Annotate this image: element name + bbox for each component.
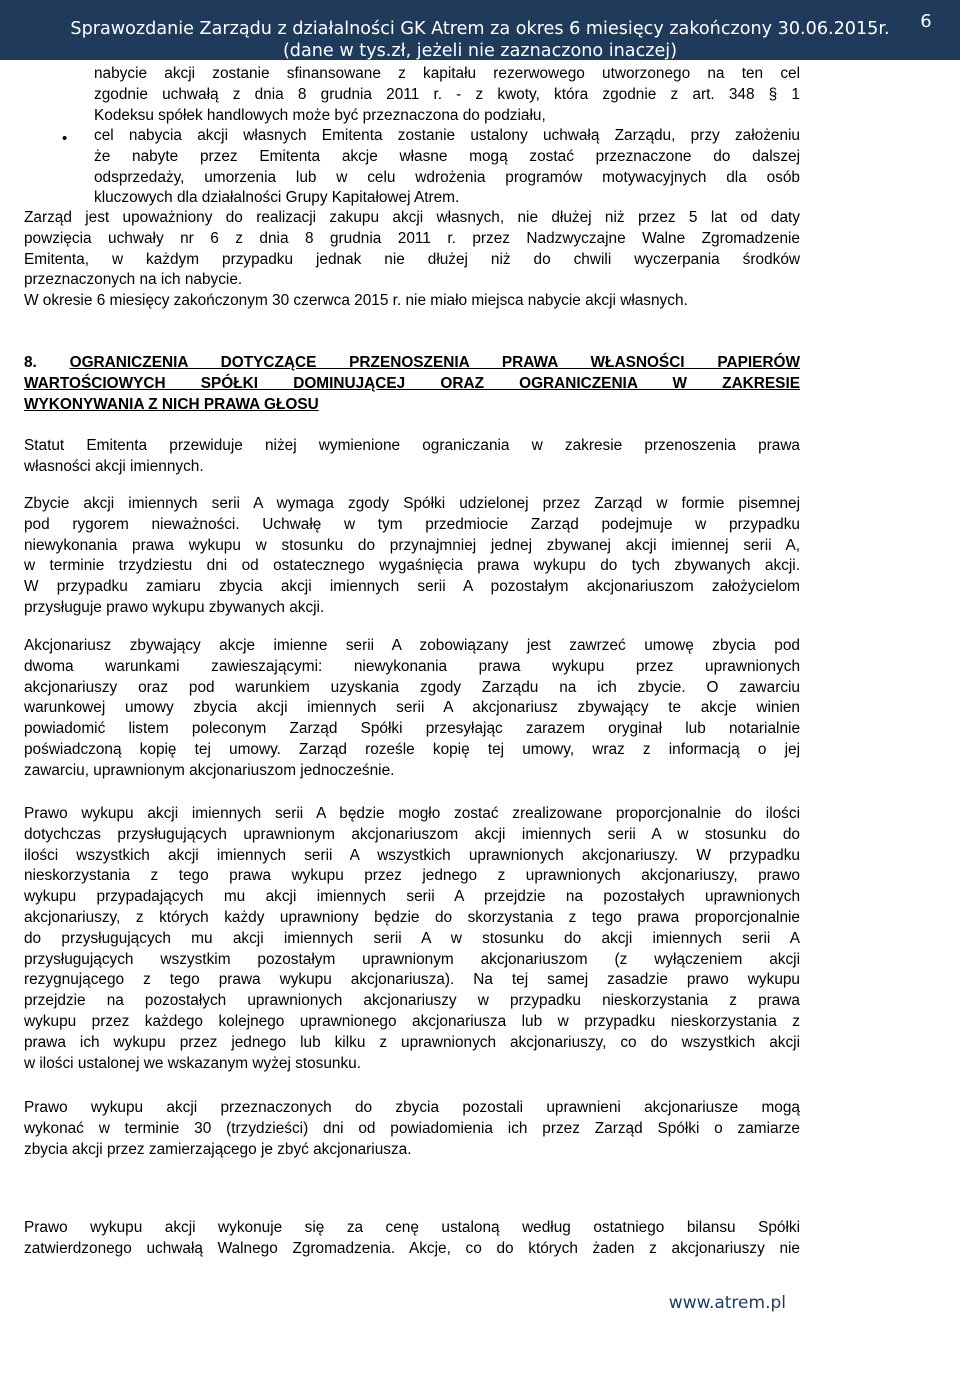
text-line: niewykonania prawa wykupu w stosunku do przynajmniej jednej zbywanej akcji imiennej serii A, bbox=[24, 536, 800, 554]
text-line: W przypadku zamiaru zbycia akcji imiennych serii A pozostałym akcjonariuszom założycielom bbox=[24, 578, 800, 596]
text-line: nieskorzystania z tego prawa wykupu przez jednego z uprawnionych akcjonariuszy, prawo bbox=[24, 867, 800, 885]
text-line: do przysługujących mu akcji imiennych serii A w stosunku do akcji imiennych serii A bbox=[24, 929, 800, 947]
text-line: przysługuje prawo wykupu zbywanych akcji. bbox=[24, 598, 325, 616]
text-line: W okresie 6 miesięcy zakończonym 30 czerwca 2015 r. nie miało miejsca nabycie akcji własnych. bbox=[24, 292, 688, 310]
text-line: zgodnie uchwałą z dnia 8 grudnia 2011 r. - z kwoty, która zgodnie z art. 348 § 1 bbox=[94, 85, 800, 103]
text-line: wykonać w terminie 30 (trzydzieści) dni od powiadomienia ich przez Zarząd Spółki o zamiarze bbox=[24, 1119, 800, 1137]
paragraph-statute bbox=[24, 436, 800, 478]
text-line: kluczowych dla działalności Grupy Kapitałowej Atrem. bbox=[94, 189, 460, 207]
paragraph-exercise-term bbox=[24, 1098, 800, 1160]
text-line: dwoma warunkami zawieszającymi: niewykonania prawa wykupu przez uprawnionych bbox=[24, 657, 800, 675]
section-title-line: WYKONYWANIA Z NICH PRAWA GŁOSU bbox=[24, 395, 319, 413]
text-line: Emitenta, w każdym przypadku jednak nie dłużej niż do chwili wyczerpania środków bbox=[24, 250, 800, 268]
text-line: zbycia akcji przez zamierzającego je zbyć akcjonariusza. bbox=[24, 1140, 412, 1158]
text-line: zawarciu, uprawnionym akcjonariuszom jednocześnie. bbox=[24, 761, 395, 779]
text-line: ilości wszystkich akcji imiennych serii A wszystkich uprawnionych akcjonariuszy. W przypadku bbox=[24, 846, 800, 864]
authorization-paragraph bbox=[24, 208, 800, 312]
text-line: przysługujących wszystkim pozostałym uprawnionym akcjonariuszom (z wyłączeniem akcji bbox=[24, 950, 800, 968]
header-title-line: Sprawozdanie Zarządu z działalności GK Atrem za okres 6 miesięcy zakończony 30.06.2015r. bbox=[70, 19, 890, 39]
paragraph-agreement bbox=[24, 636, 800, 782]
text-line: Akcjonariusz zbywający akcje imienne serii A zobowiązany jest zawrzeć umowę zbycia pod bbox=[24, 637, 800, 654]
report-header bbox=[0, 0, 960, 60]
text-line: w terminie trzydziestu dni od ostatecznego wygaśnięcia prawa wykupu do tych zbywanych akcji. bbox=[24, 557, 800, 575]
text-line: zatwierdzonego uchwałą Walnego Zgromadzenia. Akcje, co do których żaden z akcjonariuszy nie bbox=[24, 1239, 800, 1257]
text-line: nabycie akcji zostanie sfinansowane z kapitału rezerwowego utworzonego na ten cel bbox=[94, 65, 800, 82]
text-line: że nabyte przez Emitenta akcje własne mogą zostać przeznaczone do dalszej bbox=[94, 147, 800, 165]
text-line: poświadczoną kopię tej umowy. Zarząd roześle kopię tej umowy, wraz z informacją o jej bbox=[24, 740, 800, 758]
text-line: Zarząd jest upoważniony do realizacji zakupu akcji własnych, nie dłużej niż przez 5 lat od daty bbox=[24, 209, 800, 226]
text-line: dotychczas przysługujących uprawnionym akcjonariuszom akcji imiennych serii A w stosunku do bbox=[24, 825, 800, 843]
text-line: w ilości ustalonej we wskazanym wyżej stosunku. bbox=[24, 1054, 362, 1072]
intro-continuation bbox=[94, 64, 800, 126]
page-number: 6 bbox=[892, 0, 960, 44]
section-title-line: OGRANICZENIA DOTYCZĄCE PRZENOSZENIA PRAWA WŁASNOŚCI PAPIERÓW bbox=[69, 354, 800, 371]
text-line: własności akcji imiennych. bbox=[24, 457, 204, 475]
text-line: akcjonariuszy, z których każdy uprawniony będzie do skorzystania z tego prawa proporcjonalnie bbox=[24, 908, 800, 926]
text-line: Kodeksu spółek handlowych może być przeznaczona do podziału, bbox=[94, 106, 546, 124]
text-line: przejdzie na pozostałych uprawnionych akcjonariuszy w przypadku nieskorzystania z prawa bbox=[24, 992, 800, 1010]
text-line: Prawo wykupu akcji imiennych serii A będzie mogło zostać zrealizowane proporcjonalnie do ilości bbox=[24, 805, 800, 822]
text-line: przeznaczonych na ich nabycie. bbox=[24, 271, 243, 289]
text-line: Zbycie akcji imiennych serii A wymaga zgody Spółki udzielonej przez Zarząd w formie pisemnej bbox=[24, 495, 800, 512]
header-subtitle-line: (dane w tys.zł, jeżeli nie zaznaczono inaczej) bbox=[282, 41, 678, 61]
text-line: wykupu przez każdego kolejnego uprawnionego akcjonariusza lub w przypadku nieskorzystania z bbox=[24, 1012, 800, 1030]
paragraph-disposal bbox=[24, 494, 800, 619]
text-line: warunkowej umowy zbycia akcji imiennych serii A akcjonariusz zbywający te akcje winien bbox=[24, 699, 800, 717]
text-line: odsprzedaży, umorzenia lub w celu wdrożenia programów motywacyjnych dla osób bbox=[94, 168, 800, 186]
paragraph-price bbox=[24, 1218, 800, 1260]
text-line: powiadomić listem poleconym Zarząd Spółki przesyłając zarazem oryginał lub notarialnie bbox=[24, 720, 800, 738]
text-line: pod rygorem nieważności. Uchwałę w tym przedmiocie Zarząd podejmuje w przypadku bbox=[24, 515, 800, 533]
text-line: Prawo wykupu akcji przeznaczonych do zbycia pozostali uprawnieni akcjonariusze mogą bbox=[24, 1099, 800, 1116]
text-line: powzięcia uchwały nr 6 z dnia 8 grudnia 2011 r. przez Nadzwyczajne Walne Zgromadzenie bbox=[24, 229, 800, 247]
section-number: 8. bbox=[24, 354, 37, 371]
text-line: prawa ich wykupu przez jednego lub kilku z uprawnionych akcjonariuszy, co do wszystkich akcji bbox=[24, 1033, 800, 1051]
bullet-item bbox=[94, 126, 800, 209]
text-line: wykupu przypadających mu akcji imiennych serii A przejdzie na pozostałych uprawnionych bbox=[24, 888, 800, 906]
text-line: Statut Emitenta przewiduje niżej wymienione ograniczania w zakresie przenoszenia prawa bbox=[24, 437, 800, 454]
text-line: cel nabycia akcji własnych Emitenta zostanie ustalony uchwałą Zarządu, przy założeniu bbox=[94, 127, 800, 144]
text-line: Prawo wykupu akcji wykonuje się za cenę ustaloną według ostatniego bilansu Spółki bbox=[24, 1219, 800, 1236]
paragraph-preemption bbox=[24, 804, 800, 1074]
text-line: rezygnującego z tego prawa wykupu akcjonariusza). Na tej samej zasadzie prawo wykupu bbox=[24, 971, 800, 989]
section-heading bbox=[24, 353, 800, 415]
bullet-icon: • bbox=[62, 130, 68, 147]
section-title-line: WARTOŚCIOWYCH SPÓŁKI DOMINUJĄCEJ ORAZ OGRANICZENIA W ZAKRESIE bbox=[24, 374, 800, 392]
text-line: akcjonariuszy oraz pod warunkiem uzyskania zgody Zarządu na ich zbycie. O zawarciu bbox=[24, 678, 800, 696]
footer-website-link[interactable]: www.atrem.pl bbox=[668, 1293, 786, 1313]
